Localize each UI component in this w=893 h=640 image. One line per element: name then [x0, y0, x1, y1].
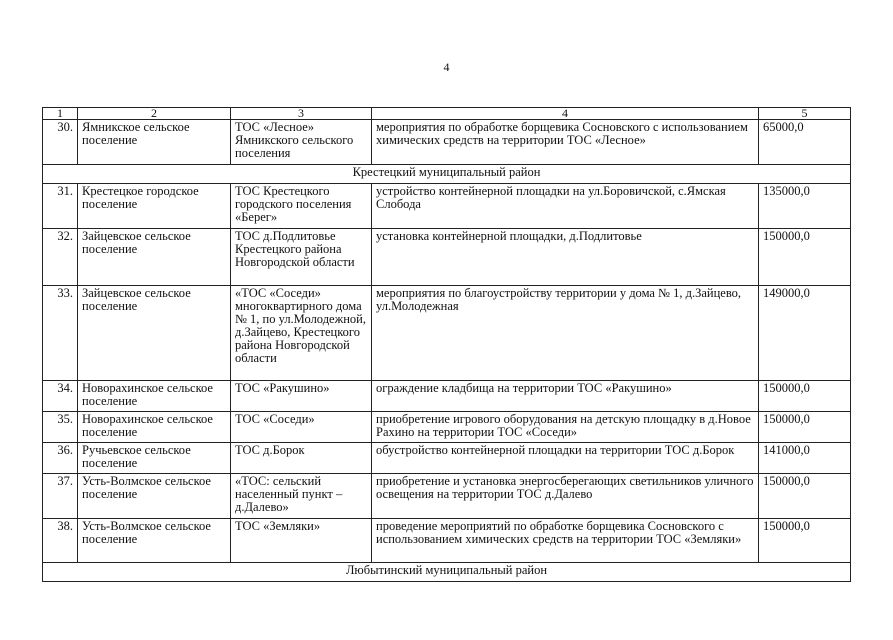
allocation-table: [42, 107, 851, 582]
row-number: 32.: [43, 229, 78, 286]
amount-cell: 150000,0: [759, 229, 851, 286]
tos-cell: ТОС «Лесное» Ямникского сельского поселения: [231, 120, 372, 165]
table-row: [43, 229, 851, 286]
row-number: 37.: [43, 474, 78, 519]
header-col-4: 4: [372, 108, 759, 120]
row-number: 31.: [43, 184, 78, 229]
tos-cell: «ТОС: сельский населенный пункт – д.Далево»: [231, 474, 372, 519]
district-row: [43, 563, 851, 582]
amount-cell: 149000,0: [759, 286, 851, 381]
tos-cell: ТОС д.Подлитовье Крестецкого района Новгородской области: [231, 229, 372, 286]
activity-cell: проведение мероприятий по обработке борщевика Сосновского с использованием химических средств на территории ТОС «Земляки»: [372, 519, 759, 563]
activity-cell: мероприятия по благоустройству территории у дома № 1, д.Зайцево, ул.Молодежная: [372, 286, 759, 381]
table-row: [43, 184, 851, 229]
activity-cell: устройство контейнерной площадки на ул.Боровичской, с.Ямская Слобода: [372, 184, 759, 229]
settlement-cell: Усть-Волмское сельское поселение: [78, 519, 231, 563]
amount-cell: 150000,0: [759, 474, 851, 519]
header-col-3: 3: [231, 108, 372, 120]
activity-cell: ограждение кладбища на территории ТОС «Ракушино»: [372, 381, 759, 412]
tos-cell: ТОС «Соседи»: [231, 412, 372, 443]
header-col-1: 1: [43, 108, 78, 120]
table-row: [43, 412, 851, 443]
tos-cell: «ТОС «Соседи» многоквартирного дома № 1, по ул.Молодежной, д.Зайцево, Крестецкого района Новгородской области: [231, 286, 372, 381]
activity-cell: установка контейнерной площадки, д.Подлитовье: [372, 229, 759, 286]
amount-cell: 150000,0: [759, 381, 851, 412]
settlement-cell: Новорахинское сельское поселение: [78, 412, 231, 443]
row-number: 33.: [43, 286, 78, 381]
header-col-2: 2: [78, 108, 231, 120]
table-row: [43, 474, 851, 519]
amount-cell: 150000,0: [759, 519, 851, 563]
settlement-cell: Зайцевское сельское поселение: [78, 286, 231, 381]
tos-cell: ТОС Крестецкого городского поселения «Берег»: [231, 184, 372, 229]
activity-cell: приобретение игрового оборудования на детскую площадку в д.Новое Рахино на территории ТОС «Соседи»: [372, 412, 759, 443]
table-row: [43, 286, 851, 381]
row-number: 35.: [43, 412, 78, 443]
activity-cell: мероприятия по обработке борщевика Сосновского с использованием химических средств на территории ТОС «Лесное»: [372, 120, 759, 165]
settlement-cell: Ручьевское сельское поселение: [78, 443, 231, 474]
district-row: [43, 165, 851, 184]
activity-cell: обустройство контейнерной площадки на территории ТОС д.Борок: [372, 443, 759, 474]
table-header-row: [43, 108, 851, 120]
settlement-cell: Ямникское сельское поселение: [78, 120, 231, 165]
amount-cell: 141000,0: [759, 443, 851, 474]
tos-cell: ТОС д.Борок: [231, 443, 372, 474]
table-row: [43, 120, 851, 165]
row-number: 36.: [43, 443, 78, 474]
header-col-5: 5: [759, 108, 851, 120]
settlement-cell: Зайцевское сельское поселение: [78, 229, 231, 286]
amount-cell: 150000,0: [759, 412, 851, 443]
amount-cell: 135000,0: [759, 184, 851, 229]
district-title: Любытинский муниципальный район: [43, 563, 851, 582]
tos-cell: ТОС «Ракушино»: [231, 381, 372, 412]
district-title: Крестецкий муниципальный район: [43, 165, 851, 184]
tos-cell: ТОС «Земляки»: [231, 519, 372, 563]
settlement-cell: Усть-Волмское сельское поселение: [78, 474, 231, 519]
table-row: [43, 443, 851, 474]
row-number: 34.: [43, 381, 78, 412]
row-number: 38.: [43, 519, 78, 563]
table-row: [43, 381, 851, 412]
activity-cell: приобретение и установка энергосберегающих светильников уличного освещения на территории ТОС д.Далево: [372, 474, 759, 519]
settlement-cell: Новорахинское сельское поселение: [78, 381, 231, 412]
row-number: 30.: [43, 120, 78, 165]
settlement-cell: Крестецкое городское поселение: [78, 184, 231, 229]
page-number: 4: [443, 60, 450, 74]
amount-cell: 65000,0: [759, 120, 851, 165]
table-row: [43, 519, 851, 563]
